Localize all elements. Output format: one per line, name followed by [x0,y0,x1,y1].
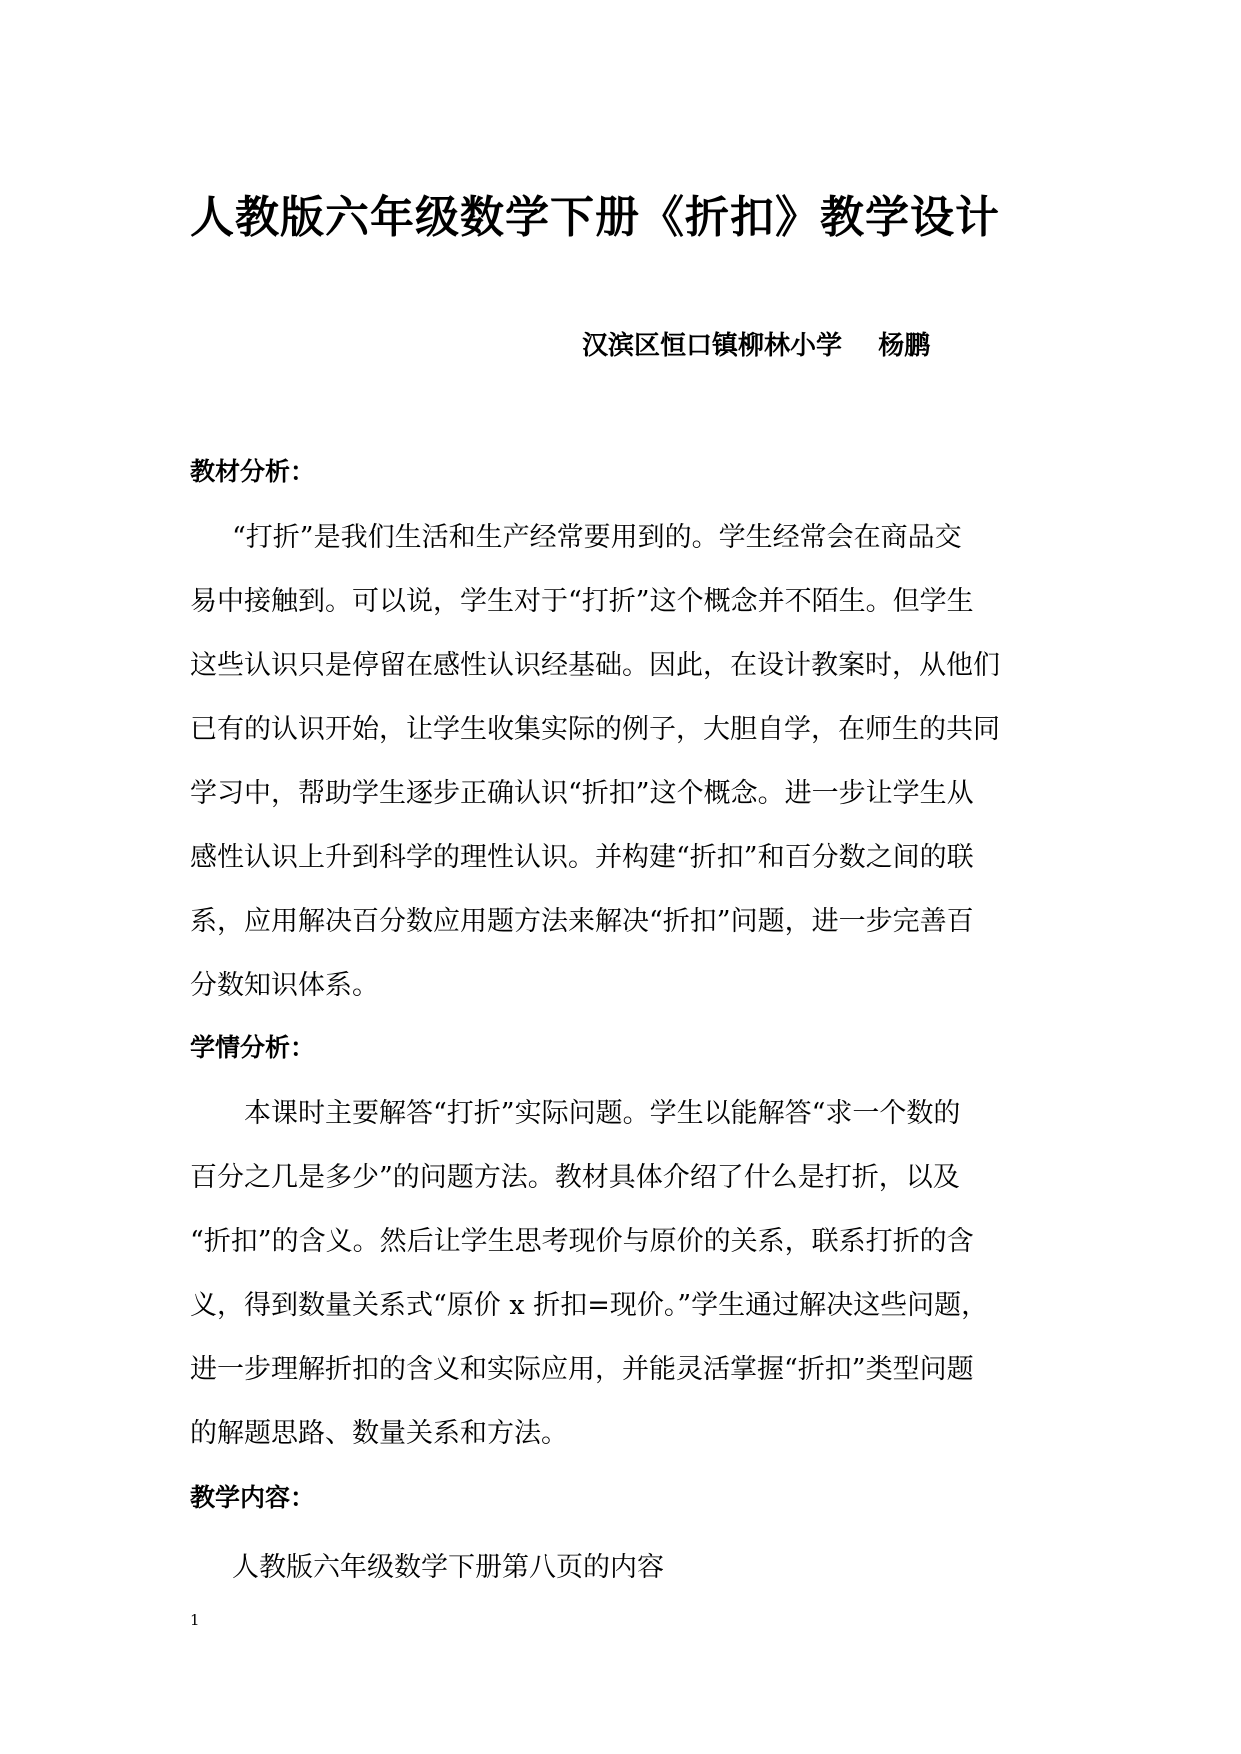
paragraph-line: 义，得到数量关系式“原价 x 折扣=现价。”学生通过解决这些问题， [190,1290,989,1321]
document-title: 人教版六年级数学下册《折扣》教学设计 [190,192,1000,243]
paragraph-line: 易中接触到。可以说，学生对于“打折”这个概念并不陌生。但学生 [190,586,974,617]
paragraph-line: 系，应用解决百分数应用题方法来解决“折扣”问题，进一步完善百 [190,906,974,937]
paragraph-line: “打折”是我们生活和生产经常要用到的。学生经常会在商品交 [232,522,962,553]
paragraph-line: 进一步理解折扣的含义和实际应用，并能灵活掌握“折扣”类型问题 [190,1354,974,1385]
section-heading-teaching-content: 教学内容： [190,1483,316,1512]
paragraph-line: 这些认识只是停留在感性认识经基础。因此，在设计教案时，从他们 [190,650,1000,681]
paragraph-line: 分数知识体系。 [190,970,379,1001]
paragraph-line: 本课时主要解答“打折”实际问题。学生以能解答“求一个数的 [244,1098,961,1129]
paragraph-line: 已有的认识开始，让学生收集实际的例子，大胆自学，在师生的共同 [190,714,1000,745]
page-number: 1 [190,1611,200,1629]
section-heading-textbook-analysis: 教材分析： [190,457,316,486]
paragraph-line: 感性认识上升到科学的理性认识。并构建“折扣”和百分数之间的联 [190,842,974,873]
paragraph-line: 学习中，帮助学生逐步正确认识“折扣”这个概念。进一步让学生从 [190,778,974,809]
paragraph-line: 人教版六年级数学下册第八页的内容 [232,1552,664,1583]
paragraph-line: 的解题思路、数量关系和方法。 [190,1418,568,1449]
paragraph-line: “折扣”的含义。然后让学生思考现价与原价的关系，联系打折的含 [190,1226,974,1257]
paragraph-line: 百分之几是多少”的问题方法。教材具体介绍了什么是打折，以及 [190,1162,960,1193]
section-heading-student-analysis: 学情分析： [190,1033,316,1062]
author-line: 汉滨区恒口镇柳林小学 杨鹏 [582,331,931,361]
